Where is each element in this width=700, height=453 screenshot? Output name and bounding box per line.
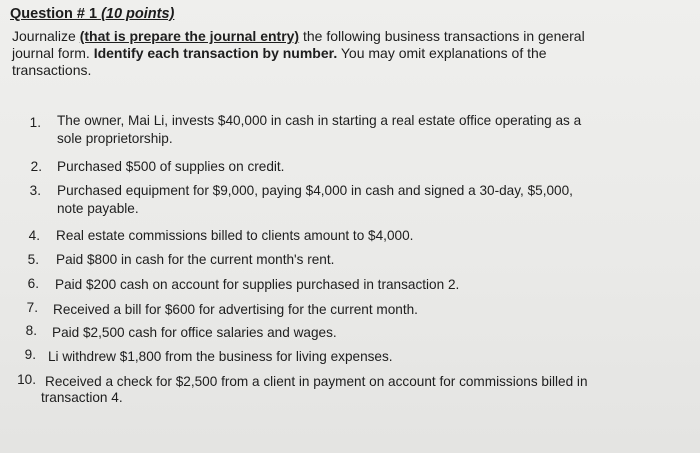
transaction-number: 8. (25, 323, 37, 338)
transaction-text: Paid $800 in cash for the current month's rent. (56, 252, 335, 267)
transaction-number: 5. (27, 252, 39, 267)
instructions-line2-start: journal form. (12, 45, 90, 61)
instructions-line-3: transactions. (12, 62, 92, 78)
transaction-text: Paid $200 cash on account for supplies purchased in transaction 2. (55, 277, 460, 292)
instructions-line2-end: You may omit explanations of the (340, 45, 547, 61)
instructions-rest-1: the following business transactions in general (302, 28, 585, 44)
instructions-line2-bold: Identify each transaction by number. (93, 45, 338, 61)
transaction-number: 10. (17, 372, 36, 387)
transaction-text: Received a check for $2,500 from a client in payment on account for commissions billed in (45, 374, 588, 389)
transaction-text: Paid $2,500 cash for office salaries and wages. (52, 325, 337, 340)
transaction-number: 3. (29, 183, 41, 198)
transaction-number: 9. (24, 347, 36, 362)
instructions-underlined: (that is prepare the journal entry) (79, 28, 300, 44)
transaction-text: Purchased equipment for $9,000, paying $4,000 in cash and signed a 30-day, $5,000, (57, 183, 573, 198)
transaction-text-cont: transaction 4. (41, 390, 123, 405)
transaction-text: The owner, Mai Li, invests $40,000 in cash in starting a real estate office operating as a (57, 113, 582, 128)
question-title: Question # 1 (10, 6, 98, 22)
transaction-text: Purchased $500 of supplies on credit. (57, 159, 285, 174)
transaction-number: 4. (28, 228, 40, 243)
question-points: (10 points) (101, 6, 175, 22)
transaction-number: 2. (30, 159, 42, 174)
transaction-number: 6. (27, 276, 39, 291)
instructions-lead: Journalize (12, 28, 76, 44)
transaction-text: Received a bill for $600 for advertising for the current month. (53, 302, 418, 317)
transaction-text: Real estate commissions billed to clients amount to $4,000. (56, 228, 414, 243)
transaction-number: 1. (29, 115, 41, 130)
transaction-number: 7. (26, 300, 38, 315)
transaction-text-cont: note payable. (57, 201, 139, 216)
transaction-text: Li withdrew $1,800 from the business for living expenses. (48, 349, 393, 364)
transaction-text-cont: sole proprietorship. (57, 131, 173, 146)
